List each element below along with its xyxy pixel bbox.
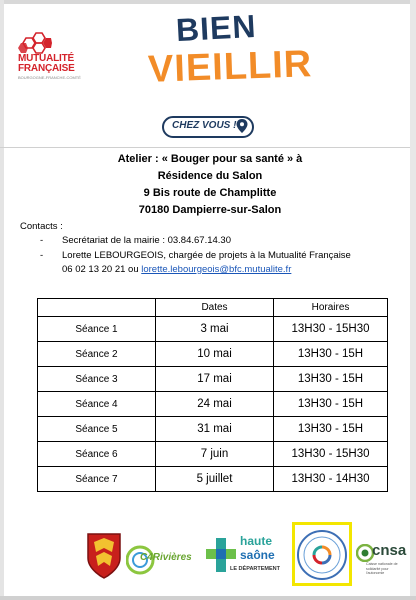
table-header-dates: Dates <box>156 299 274 317</box>
coat-of-arms-icon <box>86 532 122 580</box>
mutualite-line2: FRANÇAISE <box>18 63 75 74</box>
venue-street: 9 Bis route de Champlitte <box>143 187 277 199</box>
table-row <box>38 367 388 392</box>
seance-cell: Séance 4 <box>38 392 156 417</box>
bien-vieillir-word2: VIEILLIR <box>147 43 313 91</box>
horaire-cell: 13H30 - 15H <box>274 417 388 442</box>
bien-vieillir-logo <box>140 2 313 152</box>
mutualite-hexagons-icon <box>18 32 52 54</box>
contact-lorette-email-link[interactable]: lorette.lebourgeois@bfc.mutualite.fr <box>141 264 292 275</box>
c4rivieres-logo <box>126 520 190 592</box>
seance-cell: Séance 5 <box>38 417 156 442</box>
horaire-cell: 13H30 - 15H <box>274 342 388 367</box>
contact-bullet-1: - <box>40 235 44 246</box>
horaire-cell: 13H30 - 15H30 <box>274 442 388 467</box>
cnsa-text: cnsa <box>372 542 407 559</box>
saone-text: saône <box>240 548 275 562</box>
window-frame-right <box>410 0 416 600</box>
cnsa-logo <box>356 520 406 592</box>
coat-of-arms-logo <box>86 520 122 592</box>
table-header-row <box>38 299 388 317</box>
date-cell: 24 mai <box>156 392 274 417</box>
horaire-cell: 13H30 - 15H <box>274 392 388 417</box>
date-cell: 5 juillet <box>156 467 274 492</box>
cnsa-subtitle: Caisse nationale de solidarité pour l'autonomie <box>366 562 398 575</box>
table-row <box>38 342 388 367</box>
haute-text: haute <box>240 534 273 548</box>
venue-name: Résidence du Salon <box>157 170 263 182</box>
table-header-horaires: Horaires <box>274 299 388 317</box>
c4rivieres-text: C4Rivières <box>140 552 192 563</box>
haute-saone-logo <box>206 520 284 592</box>
table-header-empty <box>38 299 156 317</box>
label-badge-icon <box>295 525 349 583</box>
bien-vieillir-tagline: CHEZ VOUS ! <box>172 120 237 131</box>
label-logo-highlighted <box>292 522 352 586</box>
contact-lorette-phone: 06 02 13 20 21 ou <box>62 264 142 275</box>
date-cell: 7 juin <box>156 442 274 467</box>
window-frame-bottom <box>0 596 416 600</box>
contact-bullet-2: - <box>40 250 44 261</box>
seance-cell: Séance 2 <box>38 342 156 367</box>
table-row <box>38 467 388 492</box>
window-frame-left <box>0 0 4 600</box>
table-row <box>38 317 388 342</box>
horaire-cell: 13H30 - 15H <box>274 367 388 392</box>
schedule-table <box>37 298 388 492</box>
date-cell: 31 mai <box>156 417 274 442</box>
mutualite-line1: MUTUALITÉ <box>18 53 74 64</box>
mutualite-francaise-logo <box>18 32 108 80</box>
contact-lorette: Lorette LEBOURGEOIS, chargée de projets à la Mutualité Française <box>62 250 351 261</box>
mutualite-line3: BOURGOGNE-FRANCHE-COMTÉ <box>18 75 81 80</box>
date-cell: 3 mai <box>156 317 274 342</box>
contact-mairie: Secrétariat de la mairie : 03.84.67.14.30 <box>62 235 231 246</box>
atelier-title: Atelier : « Bouger pour sa santé » à <box>117 153 303 165</box>
bien-vieillir-word1: BIEN <box>175 7 258 49</box>
date-cell: 10 mai <box>156 342 274 367</box>
seance-cell: Séance 7 <box>38 467 156 492</box>
date-cell: 17 mai <box>156 367 274 392</box>
location-pin-icon <box>236 119 248 133</box>
venue-city: 70180 Dampierre-sur-Salon <box>138 204 282 216</box>
departement-text: LE DÉPARTEMENT <box>230 566 281 572</box>
horaire-cell: 13H30 - 14H30 <box>274 467 388 492</box>
header-divider <box>0 147 410 148</box>
horaire-cell: 13H30 - 15H30 <box>274 317 388 342</box>
seance-cell: Séance 3 <box>38 367 156 392</box>
table-row <box>38 392 388 417</box>
table-row <box>38 417 388 442</box>
table-row <box>38 442 388 467</box>
contact-lorette-phone-line <box>62 264 291 275</box>
seance-cell: Séance 6 <box>38 442 156 467</box>
seance-cell: Séance 1 <box>38 317 156 342</box>
contacts-heading: Contacts : <box>20 221 63 232</box>
